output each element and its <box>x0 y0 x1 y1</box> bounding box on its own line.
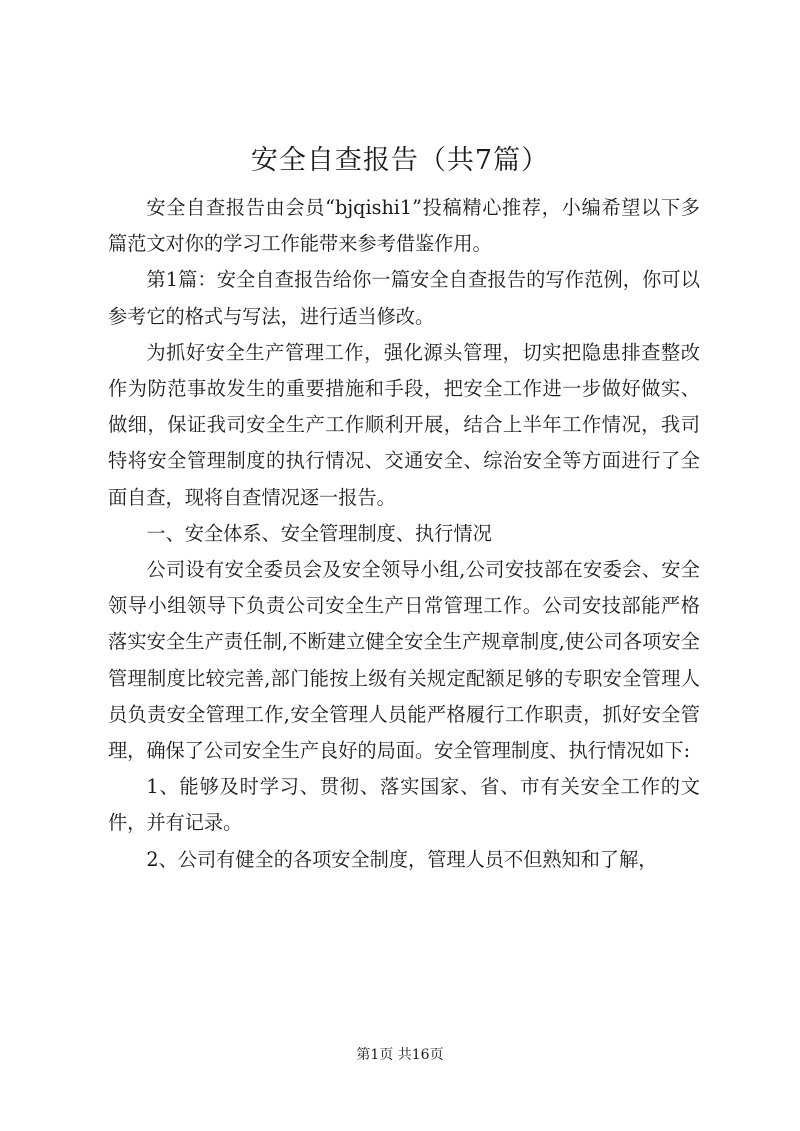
paragraph-intro: 安全自查报告由会员“bjqishi1”投稿精心推荐，小编希望以下多篇范文对你的学习工作能带来参考借鉴作用。 <box>108 196 700 256</box>
paragraph-purpose: 为抓好安全生产管理工作，强化源头管理，切实把隐患排查整改作为防范事故发生的重要措施和手段，把安全工作进一步做好做实、做细，保证我司安全生产工作顺利开展，结合上半年工作情况，我司特将安全管理制度的执行情况、交通安全、综治安全等方面进行了全面自查，现将自查情况逐一报告。 <box>108 340 700 509</box>
list-item-2: 2、公司有健全的各项安全制度，管理人员不但熟知和了解， <box>146 847 658 871</box>
section-heading-1: 一、安全体系、安全管理制度、执行情况 <box>146 521 492 545</box>
paragraph-chapter-1: 第1篇：安全自查报告给你一篇安全自查报告的写作范例，你可以参考它的格式与写法，进行适当修改。 <box>108 268 700 328</box>
list-item-1: 1、能够及时学习、贯彻、落实国家、省、市有关安全工作的文件，并有记录。 <box>108 775 700 835</box>
paragraph-safety-system: 公司设有安全委员会及安全领导小组,公司安技部在安委会、安全领导小组领导下负责公司安全生产日常管理工作。公司安技部能严格落实安全生产责任制,不断建立健全安全生产规章制度,使公司各项安全管理制度比较完善,部门能按上级有关规定配额足够的专职安全管理人员负责安全管理工作,安全管理人员能严格履行工作职责，抓好安全管理，确保了公司安全生产良好的局面。安全管理制度、执行情况如下: <box>108 558 700 763</box>
document-title: 安全自查报告（共7篇） <box>250 145 550 176</box>
page-footer: 第1页 共16页 <box>356 1047 444 1063</box>
document-body <box>108 190 700 878</box>
